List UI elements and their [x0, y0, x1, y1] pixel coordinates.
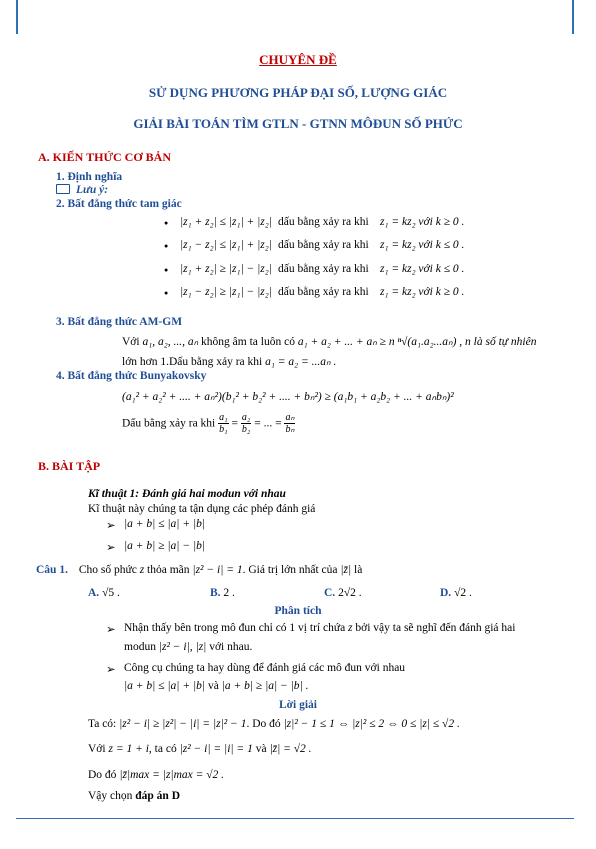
- document-subtitle-1: SỬ DỤNG PHƯƠNG PHÁP ĐẠI SỐ, LƯỢNG GIÁC: [148, 85, 448, 100]
- solution-line-4: Vậy chọn đáp án D: [88, 790, 181, 802]
- arrow-bullet-icon: ➢: [106, 624, 116, 636]
- solution-heading: Lời giải: [279, 699, 317, 711]
- technique-description: Kĩ thuật này chúng ta tận dụng các phép đánh giá: [88, 503, 316, 515]
- option-b[interactable]: B. 2 .: [210, 587, 235, 599]
- bullet-item: ● |z₁ − z₂| ≤ |z₁| + |z₂|: [180, 239, 272, 251]
- question-1: Câu 1. Cho số phức z thỏa mãn |z² − i| = 1. Giá trị lớn nhất của |z̄| là: [36, 564, 363, 576]
- analysis-heading: Phân tích: [274, 605, 322, 617]
- bullet-text: dấu bằng xảy ra khi: [278, 263, 369, 275]
- analysis-line-2: Công cụ chúng ta hay dùng để đánh giá các mô đun với nhau: [124, 662, 406, 674]
- bullet-condition: z₁ = kz₂ với k ≥ 0 .: [380, 216, 465, 228]
- bullet-condition: z₁ = kz₂ với k ≤ 0 .: [380, 263, 465, 275]
- bullet-item: ● |z₁ − z₂| ≥ |z₁| − |z₂|: [180, 286, 272, 298]
- section-b-heading: B. BÀI TẬP: [38, 459, 101, 473]
- amgm-line-2: lớn hơn 1.Dấu bằng xảy ra khi a₁ = a₂ = ...aₙ .: [122, 356, 337, 368]
- analysis-line-1b: modun |z² − i|, |z| với nhau.: [124, 641, 253, 653]
- option-a[interactable]: A. √5 .: [88, 587, 120, 599]
- solution-line-3: Do đó |z̄|max = |z|max = √2 .: [88, 769, 225, 781]
- technique-title: Kĩ thuật 1: Đánh giá hai modun với nhau: [88, 488, 286, 500]
- bullet-condition: z₁ = kz₂ với k ≥ 0 .: [380, 286, 465, 298]
- note-label: Lưu ý:: [76, 184, 109, 196]
- page-border-bottom: [16, 818, 574, 819]
- bullet-item: ● |z₁ + z₂| ≤ |z₁| + |z₂|: [180, 216, 272, 228]
- bunyakovsky-equality: Dấu bằng xảy ra khi $\frac{\text{a₁}}{\text{b₁}}$ = $\frac{\text{a₂}}{\text{b₂}}$ = ... = $\frac{\text{aₙ}}{\text{bₙ}}$: [122, 412, 295, 435]
- analysis-line-1: Nhận thấy bên trong mô đun chỉ có 1 vị trí chứa z bởi vậy ta sẽ nghĩ đến đánh giá hai: [124, 622, 516, 634]
- section-a-heading: A. KIẾN THỨC CƠ BẢN: [38, 150, 172, 164]
- fraction: $\frac{\text{aₙ}}{\text{bₙ}}$: [285, 412, 295, 435]
- item-definition: 1. Định nghĩa: [56, 171, 123, 183]
- item-triangle-inequality: 2. Bất đẳng thức tam giác: [56, 198, 182, 210]
- option-c[interactable]: C. 2√2 .: [324, 587, 362, 599]
- arrow-bullet-icon: ➢: [106, 664, 116, 676]
- page-border-left: [16, 0, 18, 34]
- analysis-line-2b: |a + b| ≤ |a| + |b| và |a + b| ≥ |a| − |b| .: [124, 680, 309, 692]
- document-title: CHUYÊN ĐỀ: [259, 52, 337, 67]
- item-bunyakovsky: 4. Bất đẳng thức Bunyakovsky: [56, 370, 207, 382]
- note-line: [56, 184, 108, 196]
- fraction: $\frac{\text{a₂}}{\text{b₂}}$: [241, 412, 251, 435]
- option-d[interactable]: D. √2 .: [440, 587, 472, 599]
- bullet-text: dấu bằng xảy ra khi: [278, 216, 369, 228]
- rule-item: |a + b| ≥ |a| − |b|: [124, 540, 206, 552]
- page-border-right: [572, 0, 574, 34]
- bullet-text: dấu bằng xảy ra khi: [278, 239, 369, 251]
- fraction: $\frac{\text{a₁}}{\text{b₁}}$: [219, 412, 228, 435]
- bullet-condition: z₁ = kz₂ với k ≤ 0 .: [380, 239, 465, 251]
- bullet-item: ● |z₁ + z₂| ≥ |z₁| − |z₂|: [180, 263, 272, 275]
- bunyakovsky-inequality: (a₁² + a₂² + .... + aₙ²)(b₁² + b₂² + .... + bₙ²) ≥ (a₁b₁ + a₂b₂ + ... + aₙbₙ)²: [122, 391, 454, 403]
- folder-icon: [56, 184, 70, 194]
- document-subtitle-2: GIẢI BÀI TOÁN TÌM GTLN - GTNN MÔĐUN SỐ PHỨC: [133, 116, 463, 131]
- solution-line-2: Với z = 1 + i, ta có |z² − i| = |i| = 1 và |z̄| = √2 .: [88, 743, 312, 755]
- bullet-text: dấu bằng xảy ra khi: [278, 286, 369, 298]
- rule-item: |a + b| ≤ |a| + |b|: [124, 518, 206, 530]
- arrow-bullet-icon: ➢: [106, 520, 116, 532]
- solution-line-1: Ta có: |z² − i| ≥ |z²| − |i| = |z|² − 1. Do đó |z|² − 1 ≤ 1 ⇔ |z|² ≤ 2 ⇔ 0 ≤ |z| ≤ √2 .: [88, 718, 460, 730]
- item-amgm: 3. Bất đẳng thức AM-GM: [56, 316, 183, 328]
- arrow-bullet-icon: ➢: [106, 542, 116, 554]
- amgm-line-1: Với a₁, a₂, ..., aₙ không âm ta luôn có a₁ + a₂ + ... + aₙ ≥ n ⁿ√(a₁.a₂...aₙ) , n là số tự nhiên: [122, 336, 537, 348]
